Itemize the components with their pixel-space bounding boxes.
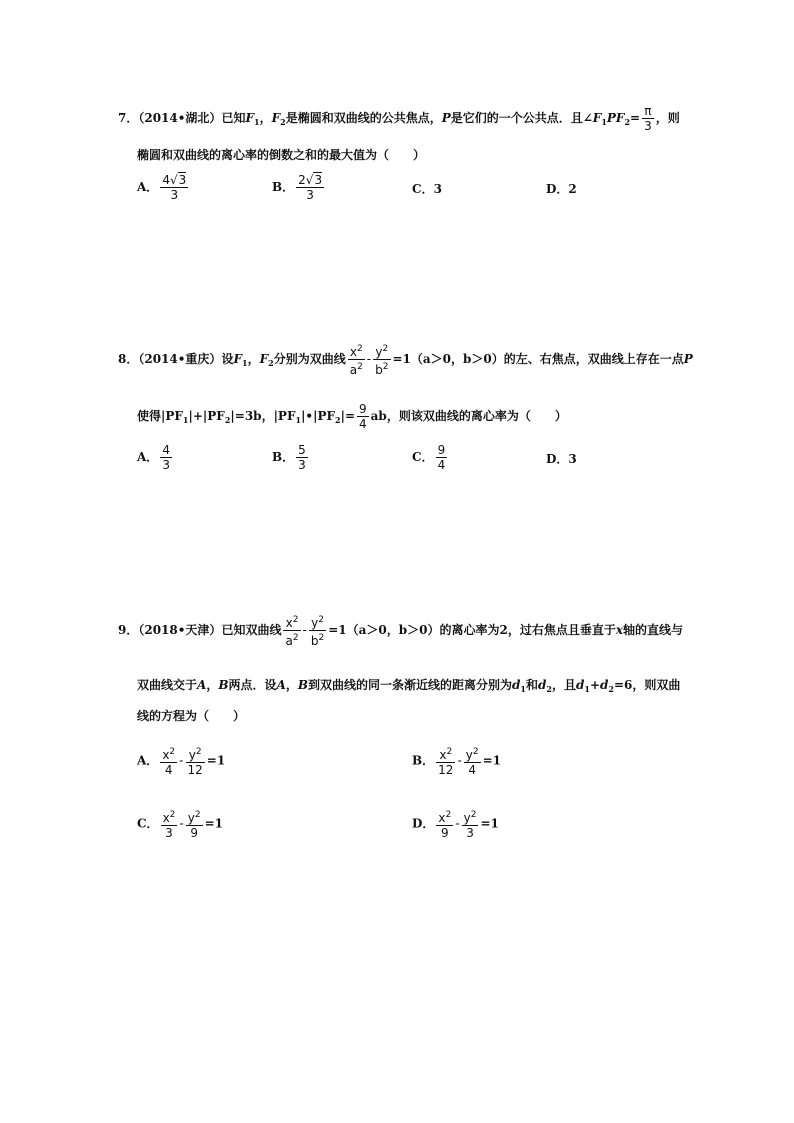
fraction-numerator [160, 173, 188, 188]
q9-d2: d [538, 678, 547, 692]
fraction-numerator [348, 342, 365, 360]
q8-f2: F [259, 352, 269, 366]
fraction-numerator [160, 745, 177, 763]
exp: 2 [472, 747, 479, 757]
exp: 2 [318, 615, 324, 625]
q9-sub: 2 [608, 684, 614, 694]
q7-line2: 椭圆和双曲线的离心率的倒数之和的最大值为（ ） [137, 148, 426, 162]
q7-option-a[interactable] [137, 173, 190, 202]
var: y [463, 811, 471, 825]
q8-sub: 1 [295, 415, 302, 425]
exp: 2 [318, 633, 325, 643]
var: x [285, 616, 293, 630]
fraction-numerator: 9 [437, 443, 446, 457]
option-y-fraction [186, 808, 203, 840]
q9-number: 9． [118, 623, 139, 637]
q9-d1: d [512, 678, 521, 692]
q8-option-a[interactable] [137, 443, 174, 472]
option-value: 2 [568, 182, 577, 196]
q8-text: 使得|PF [137, 409, 183, 423]
fraction-numerator: 4 [162, 443, 170, 457]
q9-text: 轴的直线与 [623, 623, 684, 637]
minus: - [179, 816, 184, 831]
fraction-numerator [296, 173, 324, 188]
q7-number: 7． [118, 111, 139, 125]
condition: （a＞0，b＞0） [346, 623, 440, 637]
exp: 2 [292, 615, 299, 625]
radicand: 3 [178, 173, 187, 187]
q8-text: 的左、右焦点，双曲线上存在一点 [503, 352, 684, 366]
q9-plus: + [589, 678, 601, 692]
q9-point-b: B [297, 678, 308, 692]
q7-eq: = [630, 111, 641, 125]
option-fraction [160, 443, 172, 472]
option-fraction [436, 443, 448, 472]
q8-source: （2014•重庆） [138, 352, 222, 366]
fraction-numerator [373, 342, 390, 360]
q7-f1: F [245, 111, 254, 125]
fraction-numerator [283, 613, 300, 631]
exp: 2 [356, 344, 363, 354]
minus: - [457, 753, 462, 768]
q9-point-a: A [276, 678, 286, 692]
exp: 2 [169, 810, 176, 820]
fraction-denominator: 4 [359, 417, 367, 431]
coef: 2 [298, 173, 306, 187]
q9-line1 [118, 613, 683, 648]
option-x-fraction [436, 808, 453, 840]
var: y [465, 748, 473, 762]
q9-point-b: B [218, 678, 229, 692]
fraction-numerator: π [642, 104, 654, 119]
q9-option-b[interactable] [412, 745, 501, 777]
option-value: 3 [568, 452, 577, 466]
q9-text: 双曲线交于 [137, 678, 198, 692]
q9-line2 [137, 676, 680, 694]
option-y-fraction [464, 745, 481, 777]
q9-text: 和 [525, 678, 538, 692]
exp: 2 [194, 810, 201, 820]
option-x-fraction [436, 745, 455, 777]
fraction-denominator: 3 [306, 188, 314, 202]
fraction-denominator: 3 [170, 188, 179, 202]
q7-option-c[interactable] [412, 180, 442, 197]
q9-option-d[interactable] [412, 808, 499, 840]
exp: 2 [169, 747, 176, 757]
q7-text: 是椭圆和双曲线的公共焦点， [285, 111, 442, 125]
eq-one: =1 [480, 816, 499, 831]
var: x [162, 811, 170, 825]
q9-d2: d [600, 678, 609, 692]
q8-text: 分别为双曲线 [273, 352, 346, 366]
q7-angle-p: PF [606, 111, 625, 125]
fraction-numerator [186, 808, 203, 826]
q9-text: 两点．设 [228, 678, 277, 692]
minus: - [302, 623, 307, 637]
q8-p: P [683, 352, 693, 366]
exp: 2 [445, 810, 452, 820]
exp: 2 [470, 810, 477, 820]
q8-f1: F [233, 352, 242, 366]
option-fraction [296, 173, 324, 202]
q9-text: ，且 [551, 678, 576, 692]
sqrt: √3 [305, 173, 323, 187]
exp: 2 [382, 344, 389, 354]
q9-sub: 1 [520, 684, 526, 694]
q8-sub: 2 [268, 358, 274, 368]
option-label: C． [137, 816, 159, 831]
minus: - [366, 352, 372, 366]
sqrt: √3 [169, 173, 187, 187]
q8-text: ab，则该双曲线的离心率为（ ） [370, 409, 567, 423]
eq-one: =1 [206, 753, 226, 768]
q8-text: |•|PF [301, 409, 336, 423]
var: b [310, 634, 319, 648]
fraction-denominator [309, 631, 326, 648]
option-y-fraction [462, 808, 479, 840]
q7-sub: 2 [280, 117, 286, 127]
fraction-numerator [309, 613, 326, 631]
q7-line1 [118, 104, 680, 133]
option-label: A． [137, 450, 159, 464]
q7-source: （2014•湖北） [138, 111, 222, 125]
q7-f2: F [271, 111, 281, 125]
exp: 2 [195, 747, 202, 757]
option-label: A． [137, 753, 159, 768]
q8-x-fraction [348, 342, 365, 377]
condition: （a＞0，b＞0） [410, 352, 504, 366]
q7-option-d[interactable] [546, 180, 577, 197]
fraction-denominator: 3 [165, 826, 173, 840]
exp: 2 [292, 633, 299, 643]
option-label: D． [412, 816, 435, 831]
fraction-numerator [436, 745, 455, 763]
q8-sub: 2 [335, 415, 341, 425]
q8-number: 8． [118, 352, 139, 366]
option-label: B． [272, 450, 295, 464]
var: y [375, 345, 383, 359]
q8-text: |= [340, 409, 356, 423]
eq-one: =1 [482, 753, 502, 768]
q8-sub: 2 [224, 415, 231, 425]
q9-point-a: A [197, 678, 207, 692]
q9-text: 已知双曲线 [221, 623, 282, 637]
q9-source: （2018•天津） [138, 623, 222, 637]
q7-sub: 1 [253, 117, 260, 127]
fraction-denominator: 3 [298, 458, 306, 472]
q9-x-fraction [283, 613, 300, 648]
option-label: B． [272, 180, 295, 194]
fraction-denominator: 9 [190, 826, 198, 840]
fraction-denominator: 3 [466, 826, 474, 840]
q8-y-fraction [373, 342, 390, 377]
var: y [311, 616, 319, 630]
exp: 2 [357, 362, 363, 372]
var: a [285, 634, 293, 648]
option-label: B． [412, 753, 435, 768]
fraction-denominator: 3 [162, 458, 170, 472]
q7-p: P [441, 111, 451, 125]
fraction-denominator: 3 [644, 119, 652, 133]
q8-text: 设 [221, 352, 234, 366]
option-y-fraction [186, 745, 205, 777]
option-value: 3 [433, 182, 442, 196]
fraction-denominator: 4 [164, 763, 173, 777]
radicand: 3 [314, 173, 323, 187]
q9-line3: 线的方程为（ ） [137, 709, 246, 723]
q9-text: =6，则双曲 [613, 678, 681, 692]
q9-sub: 2 [546, 684, 552, 694]
q8-comma: ， [247, 352, 260, 366]
fraction-numerator [464, 745, 481, 763]
option-label: D． [546, 182, 569, 196]
q9-sub: 1 [584, 684, 590, 694]
var: x [162, 748, 170, 762]
q9-comma: ， [285, 678, 298, 692]
q9-comma: ， [206, 678, 219, 692]
q8-option-b[interactable] [272, 443, 310, 472]
q8-fraction [357, 402, 369, 431]
q9-option-c[interactable] [137, 808, 223, 840]
q7-text: ，则 [655, 111, 680, 125]
fraction-denominator: 12 [187, 763, 203, 777]
fraction-numerator: 9 [359, 402, 367, 416]
option-label: A． [137, 180, 159, 194]
var: a [349, 363, 358, 377]
eq-one: =1 [392, 352, 411, 366]
var: y [188, 748, 196, 762]
fraction-numerator: 5 [298, 443, 306, 457]
eq-one: =1 [328, 623, 347, 637]
q7-sub: 1 [601, 117, 607, 127]
fraction-denominator [373, 360, 390, 377]
fraction-denominator: 4 [468, 763, 477, 777]
eq-one: =1 [204, 816, 223, 831]
exp: 2 [382, 362, 389, 372]
var: x [439, 748, 447, 762]
q9-x-var: x [615, 623, 624, 637]
minus: - [179, 753, 184, 768]
fraction-denominator: 12 [438, 763, 454, 777]
q8-sub: 1 [241, 358, 248, 368]
q8-text: |+|PF [188, 409, 225, 423]
var: x [349, 345, 357, 359]
option-label: C． [412, 450, 434, 464]
fraction-denominator: 9 [441, 826, 449, 840]
fraction-numerator [161, 808, 178, 826]
option-label: D． [546, 452, 569, 466]
fraction-numerator [462, 808, 479, 826]
fraction-numerator [186, 745, 205, 763]
q7-text: 是它们的一个公共点．且∠ [450, 111, 593, 125]
fraction-denominator [283, 631, 300, 648]
option-label: C． [412, 182, 434, 196]
minus: - [455, 816, 460, 831]
q9-y-fraction [309, 613, 326, 648]
q8-option-c[interactable] [412, 443, 449, 472]
option-x-fraction [160, 745, 177, 777]
q9-text: 的离心率为2，过右焦点且垂直于 [439, 623, 616, 637]
q8-option-d[interactable] [546, 450, 577, 467]
q8-text: |=3b，|PF [230, 409, 296, 423]
fraction-numerator [436, 808, 453, 826]
q7-angle-f1: F [592, 111, 602, 125]
q9-option-a[interactable] [137, 745, 225, 777]
q7-sub: 2 [624, 117, 631, 127]
var: y [187, 811, 195, 825]
option-fraction [160, 173, 188, 202]
q9-d1: d [575, 678, 585, 692]
var: x [438, 811, 446, 825]
var: b [375, 363, 383, 377]
q7-fraction [642, 104, 654, 133]
exp: 2 [446, 747, 453, 757]
q7-text: 已知 [221, 111, 246, 125]
q8-sub: 1 [182, 415, 189, 425]
q9-text: 到双曲线的同一条渐近线的距离分别为 [308, 678, 513, 692]
fraction-denominator [348, 360, 365, 377]
option-fraction [296, 443, 308, 472]
q8-line2 [137, 402, 567, 431]
option-x-fraction [161, 808, 178, 840]
q8-line1 [118, 342, 693, 377]
fraction-denominator: 4 [437, 458, 446, 472]
coef: 4 [162, 173, 170, 187]
q7-option-b[interactable] [272, 173, 326, 202]
q7-comma: ， [259, 111, 272, 125]
